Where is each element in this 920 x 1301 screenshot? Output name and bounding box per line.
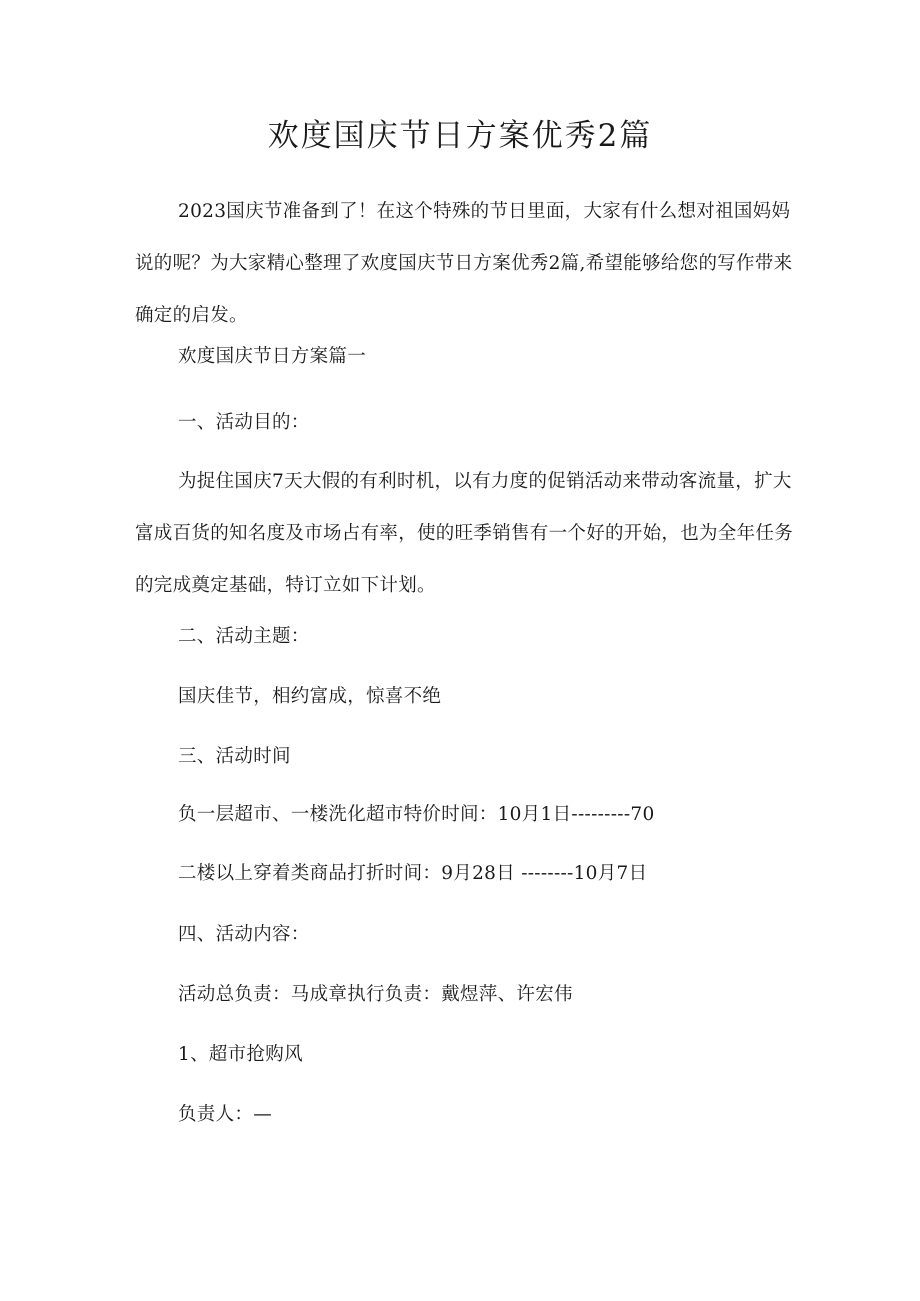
heading-purpose: 一、活动目的： (178, 412, 310, 433)
purpose-paragraph: 为捉住国庆7天大假的有利时机，以有力度的促销活动来带动客流量，扩大富成百货的知名度及市场占有率，使的旺季销售有一个好的开始，也为全年任务的完成奠定基础，特订立如下计划。 (135, 471, 794, 596)
heading-theme: 二、活动主题： (178, 626, 310, 647)
section-title: 欢度国庆节日方案篇一 (178, 346, 367, 367)
time-clothing: 二楼以上穿着类商品打折时间：9月28日 --------10月7日 (178, 863, 648, 884)
intro-paragraph: 2023国庆节准备到了！在这个特殊的节日里面，大家有什么想对祖国妈妈说的呢？为大家精心整理了欢度国庆节日方案优秀2篇,希望能够给您的写作带来确定的启发。 (135, 201, 793, 326)
theme-text: 国庆佳节，相约富成，惊喜不绝 (178, 686, 442, 707)
heading-content: 四、活动内容： (178, 924, 310, 945)
item-supermarket-rush: 1、超市抢购风 (178, 1044, 303, 1065)
heading-time: 三、活动时间 (178, 746, 291, 767)
time-supermarket: 负一层超市、一楼洗化超市特价时间：10月1日---------70 (178, 804, 655, 825)
item-owner: 负责人：— (178, 1104, 273, 1125)
responsible-persons: 活动总负责：马成章执行负责：戴煜萍、许宏伟 (178, 984, 573, 1005)
document-title: 欢度国庆节日方案优秀2篇 (267, 118, 653, 154)
